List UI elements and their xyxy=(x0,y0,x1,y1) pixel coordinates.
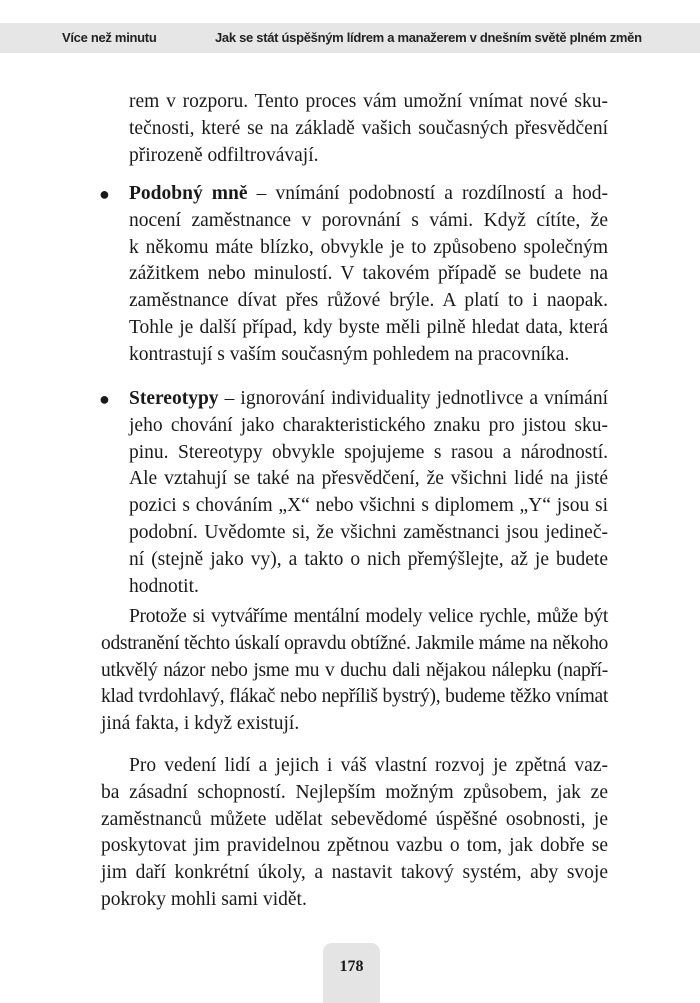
header-book-title: Jak se stát úspěšným lídrem a manažerem v dnešním světě plném změn xyxy=(215,30,642,45)
text-line: tečnosti, které se na základě vašich současných přesvědčení xyxy=(129,117,608,139)
text-line: klad tvrdohlavý, flákač nebo nepříliš bystrý), budeme těžko vnímat xyxy=(101,686,608,708)
bullet-item-stereotypes xyxy=(99,386,608,600)
page-number: 178 xyxy=(323,943,380,1003)
text-line: nocení zaměstnance v porovnání s vámi. Když cítíte, že xyxy=(129,209,608,231)
text-line: jim daří konkrétní úkoly, a nastavit takový systém, aby svoje xyxy=(101,862,608,884)
running-header xyxy=(0,23,700,53)
header-book-short: Více než minutu xyxy=(62,30,157,45)
paragraph-continuation xyxy=(129,89,608,169)
text-line: pinu. Stereotypy obvykle spojujeme s rasou a národností. xyxy=(129,441,608,463)
bullet-icon: ● xyxy=(99,389,110,409)
text-line: ní (stejně jako vy), a takto o nich přemýšlejte, až je budete xyxy=(129,548,608,570)
text-line: Protože si vytváříme mentální modely velice rychle, může být xyxy=(129,606,608,627)
text-line: jeho chování jako charakteristického znaku pro jistou sku- xyxy=(129,414,608,436)
bullet-item-similar-to-me xyxy=(99,181,608,369)
text-line: Pro vedení lidí a jejich i váš vlastní rozvoj je zpětná vaz- xyxy=(129,755,608,776)
text-line: ba zásadní schopností. Nejlepším možným způsobem, jak ze xyxy=(101,781,608,803)
text-line: přirozeně odfiltrovávají. xyxy=(129,144,319,166)
bullet-term: Stereotypy xyxy=(129,388,219,409)
bullet-icon: ● xyxy=(99,184,110,204)
text-line: odstranění těchto úskalí opravdu obtížné. Jakmile máme na někoho xyxy=(101,632,608,654)
text-line: k někomu máte blízko, obvykle je to způsobeno společným xyxy=(129,236,608,258)
text-line: zaměstnance dívat přes růžové brýle. A platí to i naopak. xyxy=(129,290,608,312)
text-line: pozici s chováním „X“ nebo všichni s diplomem „Y“ jsou si xyxy=(129,495,608,517)
text-line: hodnotit. xyxy=(129,575,199,597)
text-line: poskytovat jim pravidelnou zpětnou vazbu o tom, jak dobře se xyxy=(101,835,608,857)
text-line xyxy=(129,181,608,208)
text-span: – vnímání podobností a rozdílností a hod- xyxy=(247,183,608,204)
text-line: Ale vztahují se také na přesvědčení, že všichni lidé na jisté xyxy=(129,468,608,490)
paragraph-mental-models xyxy=(101,604,608,738)
text-line: Tohle je další případ, kdy byste měli pilně hledat data, která xyxy=(129,316,608,338)
text-line: utkvělý názor nebo jsme mu v duchu dali nějakou nálepku (napří- xyxy=(101,659,608,681)
text-line: pokroky mohli sami vidět. xyxy=(101,888,307,910)
text-line: rem v rozporu. Tento proces vám umožní vnímat nové sku- xyxy=(129,91,608,112)
text-span: – ignorování individuality jednotlivce a vnímání xyxy=(218,388,608,409)
bullet-term: Podobný mně xyxy=(129,183,248,204)
text-line: zážitkem nebo minulostí. V takovém případě se budete na xyxy=(129,263,608,285)
text-line: kontrastují s vaším současným pohledem na pracovníka. xyxy=(129,343,570,365)
text-line: jiná fakta, i když existují. xyxy=(101,713,300,735)
text-line: zaměstnanců můžete udělat sebevědomé úspěšné osobnosti, je xyxy=(101,808,608,830)
text-line xyxy=(129,386,608,413)
text-line: podobní. Uvědomte si, že všichni zaměstnanci jsou jedineč- xyxy=(129,521,608,543)
paragraph-feedback xyxy=(101,753,608,914)
